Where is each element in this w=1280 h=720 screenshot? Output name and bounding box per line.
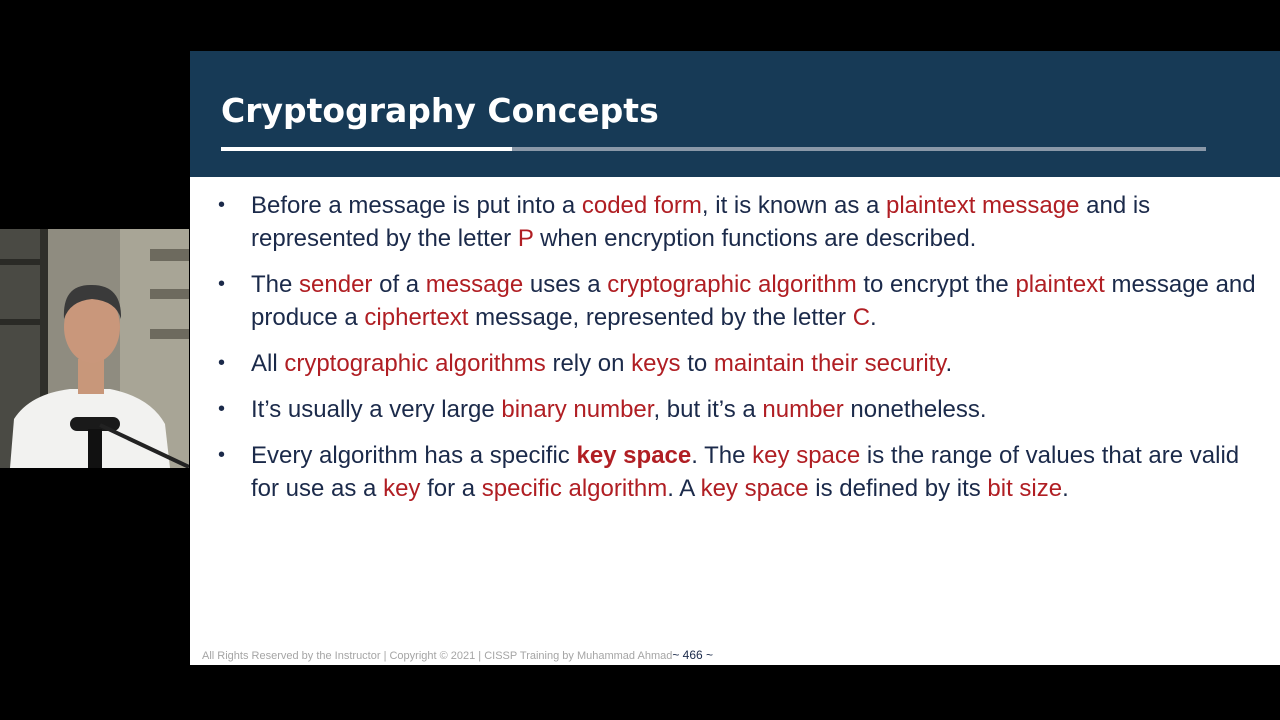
slide-header: [190, 51, 1280, 177]
highlighted-term: plaintext: [1015, 271, 1105, 298]
bullet-text: uses a: [523, 271, 608, 298]
highlighted-term: cryptographic algorithm: [607, 271, 857, 298]
highlighted-term: ciphertext: [364, 304, 469, 331]
bullet-text: to encrypt the: [856, 271, 1016, 298]
bullet-marker: •: [218, 444, 226, 466]
bullet-text: All: [251, 350, 285, 377]
highlighted-term: message: [425, 271, 524, 298]
bullet-marker: •: [218, 194, 226, 216]
highlighted-term: key: [383, 475, 421, 502]
footer-copyright: All Rights Reserved by the Instructor | Copyright © 2021 | CISSP Training by Muhammad Ahmad: [202, 650, 673, 662]
page-number: ~ 466 ~: [672, 648, 714, 662]
bullet-item: [218, 393, 1258, 426]
title-underline: [221, 147, 1206, 151]
highlighted-term: key space: [752, 442, 861, 469]
presenter-webcam-video: [0, 229, 189, 468]
slide: [190, 51, 1280, 665]
title-underline-accent: [221, 147, 512, 151]
bullet-text: , it is known as a: [701, 192, 886, 219]
bullet-text: is the range of values that are valid for use as a: [251, 442, 1240, 502]
bullet-text: Every algorithm has a specific: [251, 442, 577, 469]
bullet-text: .: [1062, 475, 1069, 502]
highlighted-term: coded form: [581, 192, 702, 219]
bullet-text: .: [870, 304, 877, 331]
bullet-text: message and produce a: [251, 271, 1256, 331]
highlighted-term: binary number: [501, 396, 654, 423]
highlighted-term: specific algorithm: [481, 475, 668, 502]
bullet-text: nonetheless.: [843, 396, 987, 423]
highlighted-term: plaintext message: [886, 192, 1080, 219]
bullet-item: [218, 439, 1258, 505]
bullet-text: of a: [372, 271, 426, 298]
highlighted-term: key space: [700, 475, 809, 502]
bullet-item: [218, 268, 1258, 334]
bullet-item: [218, 189, 1258, 255]
bullet-text: and is represented by the letter: [251, 192, 1151, 252]
bullet-text: to: [680, 350, 714, 377]
slide-footer: [202, 648, 713, 662]
highlighted-term: number: [762, 396, 844, 423]
highlighted-term: maintain their security: [713, 350, 946, 377]
highlighted-term: sender: [299, 271, 373, 298]
bullet-text: is defined by its: [808, 475, 988, 502]
presenter-image: [0, 229, 189, 468]
highlighted-term: C: [852, 304, 871, 331]
bullet-marker: •: [218, 398, 226, 420]
highlighted-term: key space: [576, 442, 692, 469]
bullet-text: message, represented by the letter: [468, 304, 853, 331]
bullet-text: rely on: [545, 350, 632, 377]
bullet-text: when encryption functions are described.: [533, 225, 977, 252]
highlighted-term: keys: [631, 350, 681, 377]
bullet-text: The: [251, 271, 300, 298]
bullet-text: . A: [667, 475, 701, 502]
highlighted-term: P: [517, 225, 534, 252]
highlighted-term: bit size: [987, 475, 1063, 502]
bullet-text: . The: [691, 442, 753, 469]
bullet-item: [218, 347, 1258, 380]
highlighted-term: cryptographic algorithms: [284, 350, 546, 377]
bullet-text: for a: [420, 475, 482, 502]
slide-title: Cryptography Concepts: [221, 91, 659, 130]
bullet-marker: •: [218, 352, 226, 374]
bullet-marker: •: [218, 273, 226, 295]
bullet-text: It’s usually a very large: [251, 396, 502, 423]
bullet-text: .: [945, 350, 953, 377]
bullet-list: [218, 189, 1258, 518]
bullet-text: , but it’s a: [653, 396, 763, 423]
bullet-text: Before a message is put into a: [251, 192, 582, 219]
